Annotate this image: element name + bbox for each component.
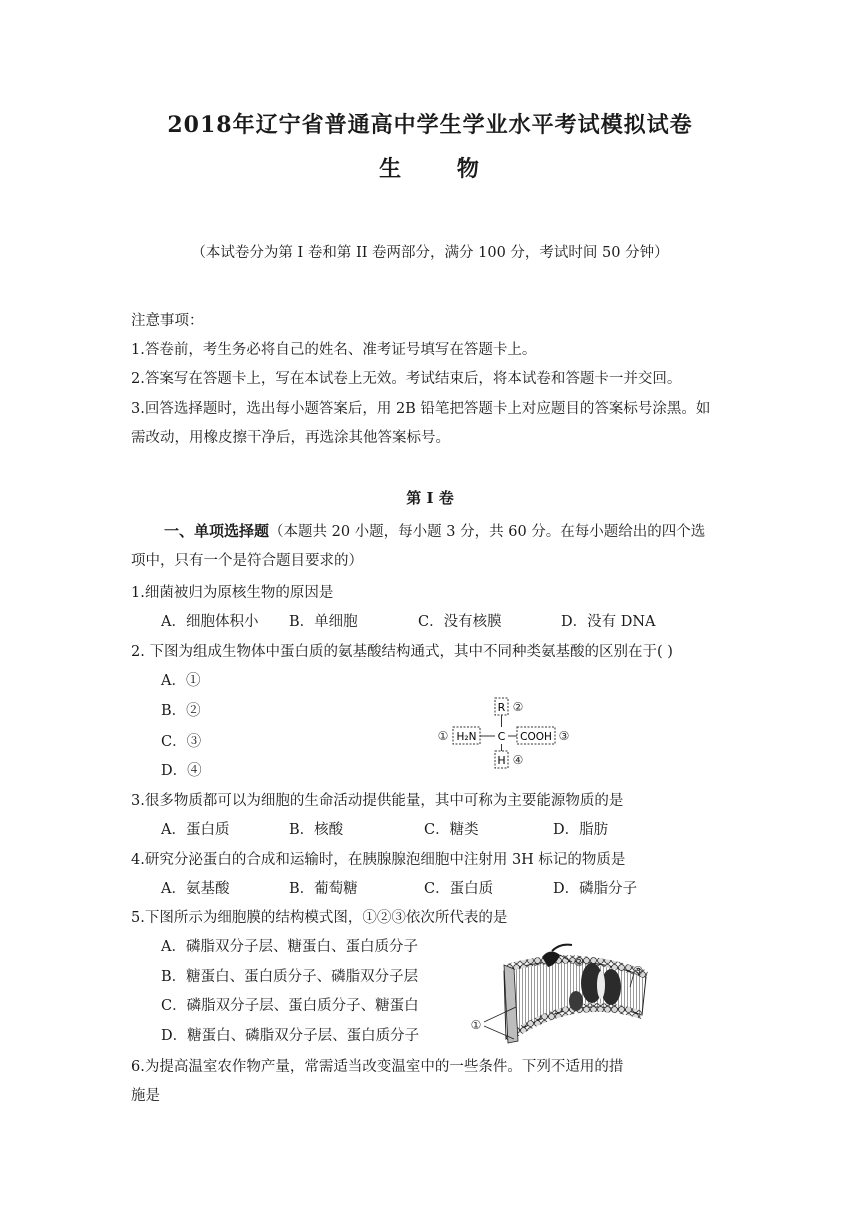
- option: C．③: [161, 734, 202, 750]
- option: A．蛋白质: [161, 822, 230, 838]
- option: D．糖蛋白、磷脂双分子层、蛋白质分子: [161, 1028, 420, 1044]
- question-stem: 1.细菌被归为原核生物的原因是: [131, 585, 334, 601]
- option: C．没有核膜: [418, 614, 502, 630]
- option: B．核酸: [289, 822, 344, 838]
- option: B．②: [161, 703, 201, 719]
- option: B．糖蛋白、蛋白质分子、磷脂双分子层: [161, 969, 419, 985]
- question-stem-cont: 施是: [131, 1088, 160, 1104]
- question-stem: 3.很多物质都可以为细胞的生命活动提供能量，其中可称为主要能源物质的是: [131, 793, 624, 809]
- option: C．蛋白质: [424, 881, 494, 897]
- carboxyl-group-label: COOH: [520, 731, 552, 743]
- cell-membrane-figure: [464, 943, 664, 1051]
- amino-group-label: H₂N: [456, 731, 477, 743]
- note-item: 2.答案写在答题卡上，写在本试卷上无效。考试结束后，将本试卷和答题卡一并交回。: [131, 371, 682, 387]
- section-desc: （本题共 20 小题，每小题 3 分，共 60 分。在每小题给出的四个选: [269, 524, 706, 540]
- option: D．④: [161, 763, 202, 779]
- marker-2: ②: [512, 700, 524, 714]
- part-heading: 第 I 卷: [406, 489, 454, 507]
- option: D．脂肪: [553, 822, 609, 838]
- notes-heading: 注意事项：: [131, 313, 204, 329]
- r-group-label: R: [497, 701, 506, 714]
- option: A．氨基酸: [161, 881, 230, 897]
- option: C．糖类: [424, 822, 479, 838]
- note-item: 1.答卷前，考生务必将自己的姓名、准考证号填写在答题卡上。: [131, 342, 537, 358]
- membrane-marker-3: ③: [632, 964, 644, 978]
- question-stem: 6.为提高温室农作物产量，常需适当改变温室中的一些条件。下列不适用的措: [131, 1059, 624, 1075]
- amino-acid-structure-figure: [436, 693, 576, 773]
- option: C．磷脂双分子层、蛋白质分子、糖蛋白: [161, 998, 419, 1014]
- option: A．细胞体积小: [161, 614, 259, 630]
- option: A．磷脂双分子层、糖蛋白、蛋白质分子: [161, 939, 418, 955]
- option: B．葡萄糖: [289, 881, 358, 897]
- marker-4: ④: [512, 753, 524, 767]
- option: D．没有 DNA: [561, 614, 656, 630]
- membrane-marker-1: ①: [470, 1018, 482, 1032]
- h-atom-label: H: [497, 754, 506, 767]
- option: D．磷脂分子: [553, 881, 638, 897]
- exam-title: 2018年辽宁省普通高中学生学业水平考试模拟试卷: [167, 112, 693, 138]
- marker-1: ①: [437, 729, 449, 743]
- central-carbon-label: C: [497, 730, 506, 743]
- question-stem: 4.研究分泌蛋白的合成和运输时，在胰腺腺泡细胞中注射用 3H 标记的物质是: [131, 852, 626, 868]
- exam-info: （本试卷分为第 I 卷和第 II 卷两部分，满分 100 分，考试时间 50 分钟）: [191, 245, 669, 261]
- subject-title: 生 物: [379, 156, 503, 182]
- question-stem: 2. 下图为组成生物体中蛋白质的氨基酸结构通式，其中不同种类氨基酸的区别在于( ): [131, 644, 673, 660]
- section-intro: [164, 520, 705, 541]
- marker-3: ③: [558, 729, 570, 743]
- membrane-marker-2: ②: [573, 955, 585, 969]
- section-heading: 一、单项选择题: [164, 522, 270, 540]
- note-item: 需改动，用橡皮擦干净后，再选涂其他答案标号。: [131, 430, 450, 446]
- option: A．①: [161, 673, 201, 689]
- option: B．单细胞: [289, 614, 358, 630]
- question-stem: 5.下图所示为细胞膜的结构模式图，①②③依次所代表的是: [131, 910, 508, 926]
- section-desc-cont: 项中，只有一个是符合题目要求的）: [131, 553, 363, 569]
- note-item: 3.回答选择题时，选出每小题答案后，用 2B 铅笔把答题卡上对应题目的答案标号涂黑。如: [131, 401, 711, 417]
